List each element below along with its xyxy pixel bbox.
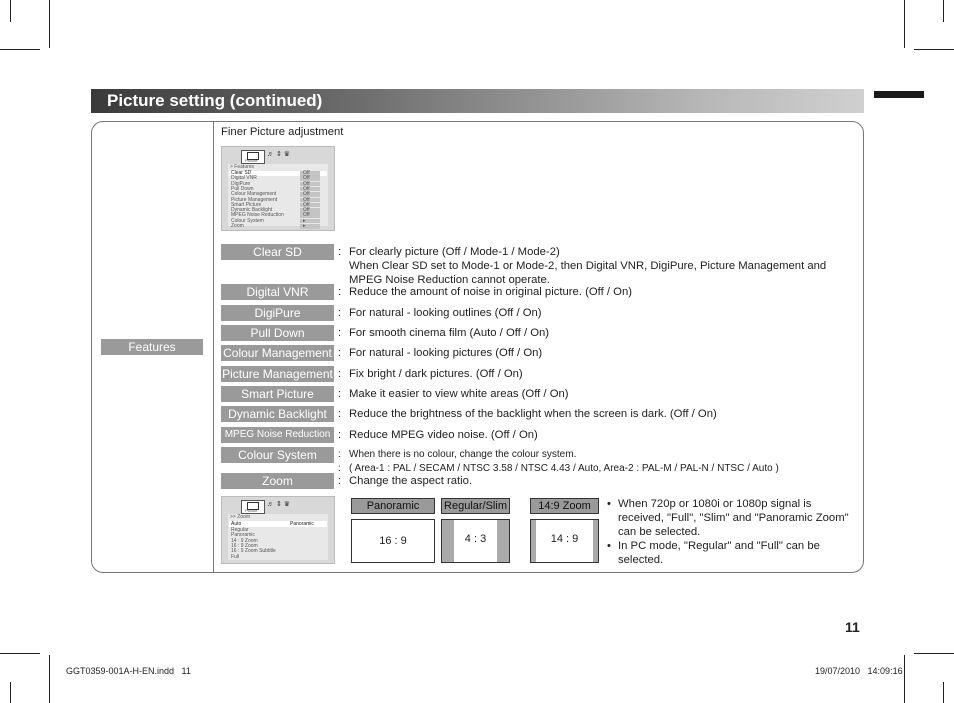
setting-description-text: For smooth cinema film (Auto / Off / On) — [349, 327, 550, 339]
setting-label: Pull Down — [221, 325, 334, 341]
menu-selected-label: Auto — [231, 521, 242, 527]
setting-description — [338, 285, 632, 299]
footer-timestamp: 19/07/2010 14:09:16 — [815, 666, 903, 676]
page-title: Picture setting (continued) — [107, 91, 323, 110]
setting-label: Colour System — [221, 447, 334, 463]
menu-item-value: Off — [303, 191, 310, 198]
menu-item-label: Colour Management — [231, 191, 277, 198]
menu-tab-label: Picture — [245, 508, 258, 513]
aspect-ratio: 4 : 3 — [464, 533, 487, 545]
setting-description — [338, 306, 542, 320]
setting-description-text: Fix bright / dark pictures. (Off / On) — [349, 368, 523, 380]
menu-item-label: Pull Down — [231, 185, 254, 192]
menu-item-label: Clear SD — [231, 170, 252, 176]
aspect-label: Panoramic — [351, 498, 435, 514]
colon: : — [338, 388, 342, 400]
crop-mark — [943, 0, 944, 22]
colon: : — [338, 429, 342, 441]
setting-description — [338, 346, 542, 360]
colon: : — [338, 286, 342, 298]
setting-description-text: For natural - looking pictures (Off / On) — [349, 347, 543, 359]
menu-item-label: 16 : 9 Zoom — [231, 542, 258, 549]
section-edge-tab — [874, 91, 924, 98]
setting-label: Picture Management — [222, 367, 333, 381]
menu-item-value: Off — [303, 196, 310, 203]
setting-label: Digital VNR — [221, 284, 334, 300]
crop-mark — [49, 0, 50, 48]
setting-description — [338, 326, 549, 340]
page-number: 11 — [845, 619, 860, 635]
footer-file-info: GGT0359-001A-H-EN.indd 11 — [66, 666, 191, 676]
menu-item-value: Off — [303, 201, 310, 208]
setting-description — [338, 474, 472, 488]
bullet: • — [607, 540, 611, 552]
note-item — [607, 539, 857, 567]
bullet: • — [607, 498, 611, 510]
setting-label: Clear SD — [221, 244, 334, 260]
menu-icons: ♬ ⇕ ♛ — [267, 151, 291, 158]
setting-description — [338, 448, 576, 462]
menu-item-value: Off — [303, 180, 310, 187]
crop-mark — [914, 653, 954, 654]
menu-item-value: ▸ — [303, 217, 306, 224]
menu-item-label: 16 : 9 Zoom Subtitle — [231, 548, 276, 555]
menu-tab — [241, 150, 265, 164]
menu-item-label: Full — [231, 553, 240, 560]
note-text: When 720p or 1080i or 1080p signal is received, "Full", "Slim" and "Panoramic Zoom" can be selected. — [618, 498, 849, 538]
setting-description — [338, 407, 717, 421]
note-text: In PC mode, "Regular" and "Full" can be selected. — [618, 540, 820, 566]
setting-description — [338, 428, 538, 442]
menu-item-value: Off — [303, 212, 310, 219]
menu-item-label: MPEG Noise Reduction — [231, 212, 284, 219]
setting-description — [338, 367, 523, 381]
title-bar — [91, 89, 864, 113]
crop-mark — [904, 655, 905, 703]
menu-header: > Features — [230, 164, 255, 170]
setting-description-text: Reduce MPEG video noise. (Off / On) — [349, 429, 538, 441]
menu-item-label: Dynamic Backlight — [231, 207, 273, 214]
crop-mark — [10, 682, 11, 703]
colon: : — [338, 368, 342, 380]
menu-item-value: Off — [303, 170, 310, 176]
setting-description-text: ( Area-1 : PAL / SECAM / NTSC 3.58 / NTSC 4.43 / Auto, Area-2 : PAL-M / PAL-N / NTSC / Auto ) — [349, 463, 779, 474]
aspect-label: 14:9 Zoom — [530, 498, 599, 514]
setting-description — [338, 387, 569, 401]
colon: : — [338, 408, 342, 420]
menu-item-value: Off — [303, 207, 310, 214]
setting-description-text: For natural - looking outlines (Off / On) — [349, 307, 542, 319]
aspect-preview — [441, 519, 510, 563]
menu-tab-label: Picture — [245, 158, 258, 163]
setting-label: Colour Management — [221, 345, 334, 361]
setting-description-text: Reduce the amount of noise in original picture. (Off / On) — [349, 286, 632, 298]
colon: : — [338, 449, 341, 460]
menu-item-label: Zoom — [231, 223, 244, 229]
colon: : — [338, 246, 342, 258]
aspect-ratio: 14 : 9 — [550, 533, 579, 545]
menu-item-label: Colour System — [231, 217, 264, 224]
colon: : — [338, 347, 342, 359]
menu-item-label: DigiPure — [231, 180, 251, 187]
setting-description-text: Make it easier to view white areas (Off / On) — [349, 388, 569, 400]
crop-mark — [10, 0, 11, 22]
colon: : — [338, 327, 342, 339]
aspect-preview — [351, 519, 435, 563]
menu-item-label: Picture Management — [231, 196, 278, 203]
menu-item-label: Smart Picture — [231, 201, 262, 208]
menu-item-label: 14 : 9 Zoom — [231, 537, 258, 544]
crop-mark — [904, 0, 905, 48]
setting-description-text: MPEG Noise Reduction cannot operate. — [349, 274, 550, 286]
setting-label: DigiPure — [221, 305, 334, 321]
menu-item-value: Off — [303, 185, 310, 192]
menu-selected-value: Panoramic — [290, 521, 314, 527]
menu-tab — [241, 500, 265, 514]
setting-label: MPEG Noise Reduction — [221, 427, 334, 443]
setting-label: Dynamic Backlight — [221, 406, 334, 422]
menu-item-value: Off — [303, 175, 310, 182]
aspect-ratio: 16 : 9 — [379, 535, 407, 547]
setting-description-text: For clearly picture (Off / Mode-1 / Mode-2) — [349, 246, 560, 258]
setting-description-text: Change the aspect ratio. — [349, 475, 473, 487]
setting-description-text: When Clear SD set to Mode-1 or Mode-2, then Digital VNR, DigiPure, Picture Management and — [349, 260, 827, 272]
aspect-preview — [530, 519, 599, 563]
setting-description — [338, 259, 826, 273]
crop-mark — [914, 49, 954, 50]
column-divider — [213, 122, 214, 572]
note-item — [607, 497, 857, 539]
colon: : — [338, 463, 341, 474]
setting-description-text: When there is no colour, change the colour system. — [349, 449, 577, 460]
menu-item-value: ▸ — [303, 223, 306, 229]
setting-label: Smart Picture — [221, 386, 334, 402]
crop-mark — [0, 49, 40, 50]
menu-header: >> Zoom — [230, 514, 251, 520]
zoom-menu-screenshot — [221, 496, 335, 564]
menu-item-label: Regular — [231, 527, 249, 533]
setting-description — [338, 245, 560, 259]
crop-mark — [943, 682, 944, 703]
colon: : — [338, 307, 342, 319]
features-menu-screenshot — [221, 146, 335, 231]
menu-item-label: Panoramic — [231, 532, 255, 539]
crop-mark — [49, 655, 50, 703]
menu-icons: ♬ ⇕ ♛ — [267, 501, 291, 508]
aspect-label: Regular/Slim — [441, 498, 510, 514]
crop-mark — [0, 653, 40, 654]
features-label: Features — [101, 339, 203, 355]
colon: : — [338, 475, 342, 487]
intro-text: Finer Picture adjustment — [221, 126, 344, 138]
setting-label: Zoom — [221, 473, 334, 489]
menu-item-label: Digital VNR — [231, 175, 257, 182]
setting-description-text: Reduce the brightness of the backlight when the screen is dark. (Off / On) — [349, 408, 717, 420]
